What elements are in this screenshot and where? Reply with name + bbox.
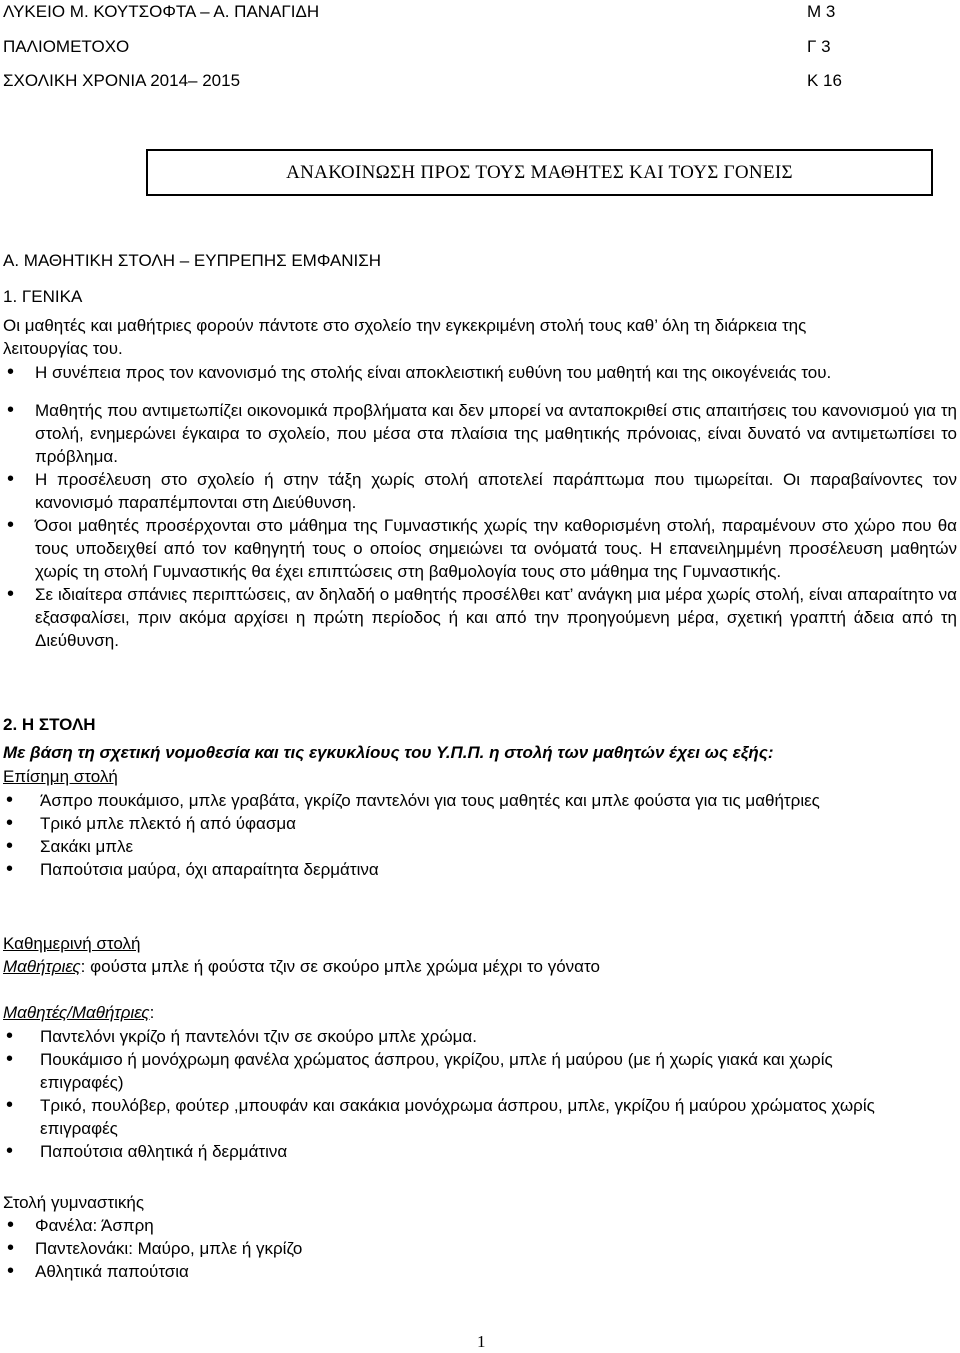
list-item: • Φανέλα: Άσπρη: [3, 1214, 603, 1237]
school-area: ΠΑΛΙΟΜΕΤΟΧΟ: [3, 37, 130, 56]
general-heading: 1. ΓΕΝΙΚΑ: [3, 287, 83, 306]
all-students-label: Μαθητές/Μαθήτριες: [3, 1003, 150, 1022]
list-item: • Η συνέπεια προς τον κανονισμό της στολής είναι αποκλειστική ευθύνη του μαθητή και της οικογένειάς του.: [3, 361, 957, 384]
legal-note: Με βάση τη σχετική νομοθεσία και τις εγκυκλίους του Υ.Π.Π. η στολή των μαθητών έχει ως εξής:: [3, 743, 774, 762]
uniform-heading: 2. Η ΣΤΟΛΗ: [3, 715, 96, 734]
list-item: • Μαθητής που αντιμετωπίζει οικονομικά προβλήματα και δεν μπορεί να ανταποκριθεί στις απαιτήσεις του κανονισμού για τη στολή, ενημερώνει έγκαιρα το σχολείο, που μέσα στα πλαίσια της μαθητικής πρόνοιας, είναι δυνατό να αντιμετωπίσει το πρόβλημα.: [3, 399, 957, 468]
code-m: Μ 3: [807, 2, 836, 21]
school-year: ΣΧΟΛΙΚΗ ΧΡΟΝΙΑ 2014– 2015: [3, 71, 241, 90]
all-students-colon: :: [149, 1003, 155, 1022]
list-item: • Πουκάμισο ή μονόχρωμη φανέλα χρώματος άσπρου, γκρίζου, μπλε ή μαύρου (με ή χωρίς γιακά και χωρίς επιγραφές): [3, 1048, 903, 1094]
list-item: • Τρικό, πουλόβερ, φούτερ ,μπουφάν και σακάκια μονόχρωμα άσπρου, μπλε, γκρίζου ή μαύρου χρώματος χωρίς επιγραφές: [3, 1094, 903, 1140]
intro-line-1: Οι μαθητές και μαθήτριες φορούν πάντοτε στο σχολείο την εγκεκριμένη στολή τους καθ’ όλη τη διάρκεια της: [3, 316, 807, 335]
list-item: • Άσπρο πουκάμισο, μπλε γραβάτα, γκρίζο παντελόνι για τους μαθητές και μπλε φούστα για τις μαθήτριες: [3, 789, 883, 812]
list-item: • Όσοι μαθητές προσέρχονται στο μάθημα της Γυμναστικής χωρίς την καθορισμένη στολή, παραμένουν στο χώρο που θα τους υποδειχθεί από τον καθηγητή τους ο οποίος σημειώνει τα ονόματά τους. Η επανειλημμένη προσέλευση μαθητών χωρίς τη στολή Γυμναστικής θα έχει επιπτώσεις στη βαθμολογία τους στο μάθημα της Γυμναστικής.: [3, 514, 957, 583]
list-item: • Παπούτσια αθλητικά ή δερμάτινα: [3, 1140, 903, 1163]
general-rules-list: [3, 361, 957, 652]
notice-title-box: [146, 149, 933, 196]
daily-uniform-list: [3, 1025, 903, 1163]
formal-uniform-list: [3, 789, 883, 881]
school-name: ΛΥΚΕΙΟ Μ. ΚΟΥΤΣΟΦΤΑ – Α. ΠΑΝΑΓΙΔΗ: [3, 2, 320, 21]
intro-line-2: λειτουργίας του.: [3, 339, 123, 358]
page-number: 1: [477, 1332, 486, 1351]
list-item: • Η προσέλευση στο σχολείο ή στην τάξη χωρίς στολή αποτελεί παράπτωμα που τιμωρείται. Οι παραβαίνοντες τον κανονισμό παραπέμπονται στη Διεύθυνση.: [3, 468, 957, 514]
code-g: Γ 3: [807, 37, 831, 56]
list-item: • Σακάκι μπλε: [3, 835, 883, 858]
formal-uniform-heading: Επίσημη στολή: [3, 767, 118, 786]
section-a-title: Α. ΜΑΘΗΤΙΚΗ ΣΤΟΛΗ – ΕΥΠΡΕΠΗΣ ΕΜΦΑΝΙΣΗ: [3, 251, 382, 270]
list-item: • Παντελόνι γκρίζο ή παντελόνι τζιν σε σκούρο μπλε χρώμα.: [3, 1025, 903, 1048]
gym-uniform-list: [3, 1214, 603, 1283]
list-item: • Αθλητικά παπούτσια: [3, 1260, 603, 1283]
gym-uniform-heading: Στολή γυμναστικής: [3, 1193, 145, 1212]
girls-uniform-line: [3, 955, 600, 978]
list-item: • Παπούτσια μαύρα, όχι απαραίτητα δερμάτινα: [3, 858, 883, 881]
daily-uniform-heading: Καθημερινή στολή: [3, 934, 141, 953]
list-item: • Παντελονάκι: Μαύρο, μπλε ή γκρίζο: [3, 1237, 603, 1260]
girls-label: Μαθήτριες: [3, 957, 81, 976]
list-item: • Σε ιδιαίτερα σπάνιες περιπτώσεις, αν δηλαδή ο μαθητής προσέλθει κατ’ ανάγκη μια μέρα χωρίς στολή, είναι απαραίτητο να εξασφαλίσει, πριν ακόμα αρχίσει η πρώτη περίοδος ή και από την προηγούμενη μέρα, σχετική γραπτή άδεια από τη Διεύθυνση.: [3, 583, 957, 652]
list-item: • Τρικό μπλε πλεκτό ή από ύφασμα: [3, 812, 883, 835]
all-students-line: [3, 1001, 154, 1024]
girls-text: : φούστα μπλε ή φούστα τζιν σε σκούρο μπλε χρώμα μέχρι το γόνατο: [80, 957, 600, 976]
notice-title: ΑΝΑΚΟΙΝΩΣΗ ΠΡΟΣ ΤΟΥΣ ΜΑΘΗΤΕΣ ΚΑΙ ΤΟΥΣ ΓΟΝΕΙΣ: [286, 162, 793, 183]
code-k: Κ 16: [807, 71, 842, 90]
